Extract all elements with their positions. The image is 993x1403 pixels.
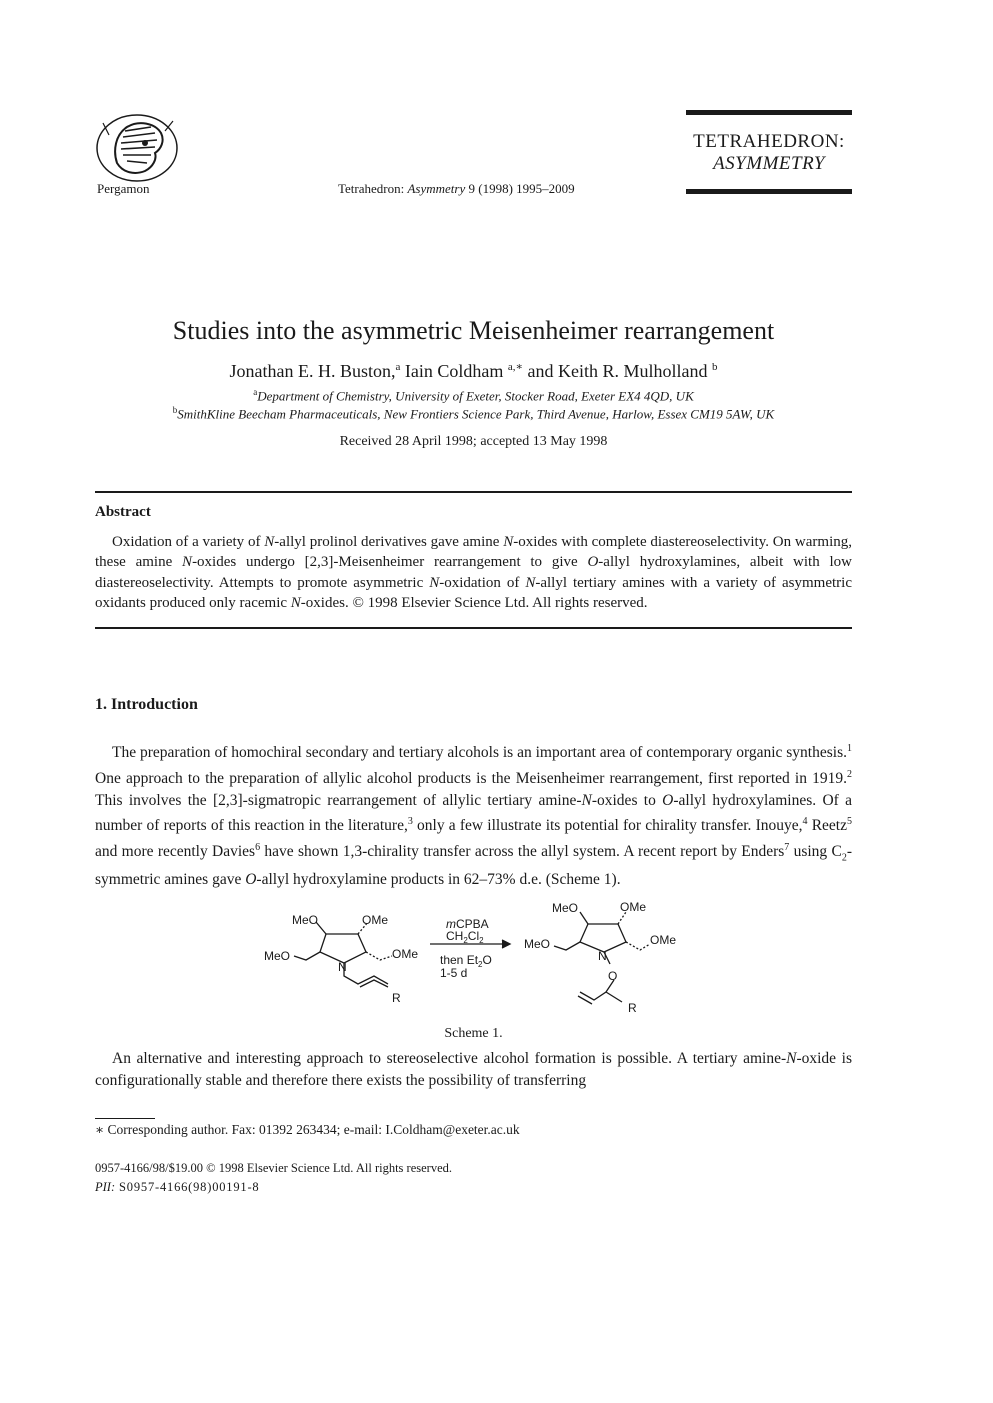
- intro-paragraph-1: The preparation of homochiral secondary and tertiary alcohols is an important area of contemporary organic synthesis.$^1$ One approach to the preparation of allylic alcohol products is the Meisenheimer rearrangement, first reported in 1919.$^2$ This involves the [2,3]-sigmatropic rearrangement of allylic tertiary amine-N-oxides to O-allyl hydroxylamines. Of a number of reports of this reaction in the literature,$^3$ only a few illustrate its potential for chirality transfer. Inouye,$^4$ Reetz$^5$ and more recently Davies$^6$ have shown 1,3-chirality transfer across the allyl system. A recent report by Enders$^7$ using $C_2$-symmetric amines gave O-allyl hydroxylamine products in 62–73% d.e. (Scheme 1).: [95, 743, 853, 888]
- right-meo-top: MeO: [552, 901, 579, 915]
- publisher-name: Pergamon: [97, 181, 150, 196]
- reagent-et2o: then $Et_2O$: [440, 953, 492, 969]
- journal-name-line2: ASYMMETRY: [713, 153, 825, 174]
- left-ome-side: OMe: [392, 947, 419, 961]
- left-r-group: R: [392, 991, 401, 1005]
- left-pyrrolidine-ring: [320, 934, 366, 963]
- abstract-rule-bottom: [95, 627, 852, 629]
- right-ome-top: OMe: [620, 900, 647, 914]
- journal-rule-top: [686, 110, 852, 115]
- article-title: Studies into the asymmetric Meisenheimer rearrangement: [172, 316, 775, 345]
- reagent-time: 1-5 d: [440, 966, 468, 980]
- right-ome-side: OMe: [650, 933, 677, 947]
- reagent-ch2cl2: $CH_2Cl_2$: [446, 929, 484, 945]
- received-dates: Received 28 April 1998; accepted 13 May 1998: [339, 434, 608, 449]
- author-list: Jonathan E. H. Buston,$^a$ Iain Coldham $^{a,∗}$ and Keith R. Mulholland $^b$: [229, 361, 718, 381]
- right-n-atom: N: [598, 949, 607, 963]
- left-meo-top: MeO: [292, 913, 319, 927]
- left-n-atom: N: [338, 960, 347, 974]
- footnote-rule: [95, 1118, 155, 1119]
- journal-name: [686, 131, 852, 175]
- intro-paragraph-2: An alternative and interesting approach to stereoselective alcohol formation is possible. A tertiary amine-N-oxide is configurationally stable and therefore there exists the possibility of transferring: [95, 1050, 853, 1089]
- left-meo-side: MeO: [264, 949, 291, 963]
- scheme-1-caption: Scheme 1.: [444, 1026, 503, 1041]
- right-r-group: R: [628, 1001, 637, 1015]
- pergamon-logo-icon: [95, 113, 179, 183]
- corresponding-author-footnote: ∗ Corresponding author. Fax: 01392 263434; e-mail: I.Coldham@exeter.ac.uk: [95, 1122, 520, 1137]
- abstract-rule-top: [95, 491, 852, 493]
- reagent-mcpba: mCPBA: [446, 917, 489, 931]
- pii-line: PII: S0957-4166(98)00191-8: [95, 1180, 260, 1194]
- section-heading-introduction: 1. Introduction: [95, 696, 198, 713]
- journal-name-line1: TETRAHEDRON:: [693, 131, 845, 152]
- affiliation-b: $^b$SmithKline Beecham Pharmaceuticals, New Frontiers Science Park, Third Avenue, Harlow, Essex CM19 5AW, UK: [172, 405, 775, 422]
- right-pyrrolidine-ring: [580, 924, 626, 952]
- abstract-heading: Abstract: [95, 504, 151, 520]
- copyright-line: 0957-4166/98/$19.00 © 1998 Elsevier Science Ltd. All rights reserved.: [95, 1161, 453, 1175]
- abstract-text: Oxidation of a variety of N-allyl prolinol derivatives gave amine N-oxides with complete diastereoselectivity. On warming, these amine N-oxides undergo [2,3]-Meisenheimer rearrangement to give O-allyl hydroxylamines, albeit with low diastereoselectivity. Attempts to promote asymmetric N-oxidation of N-allyl tertiary amines with a variety of asymmetric oxidants produced only racemic N-oxides. © 1998 Elsevier Science Ltd. All rights reserved.: [95, 534, 852, 612]
- left-ome-top: OMe: [362, 913, 389, 927]
- scheme-1-reaction: [258, 896, 698, 1022]
- journal-rule-bottom: [686, 189, 852, 194]
- right-meo-side: MeO: [524, 937, 551, 951]
- right-o-atom: O: [608, 969, 618, 983]
- affiliation-a: $^a$Department of Chemistry, University of Exeter, Stocker Road, Exeter EX4 4QD, UK: [253, 387, 694, 404]
- journal-citation: Tetrahedron: Asymmetry 9 (1998) 1995–2009: [338, 181, 575, 196]
